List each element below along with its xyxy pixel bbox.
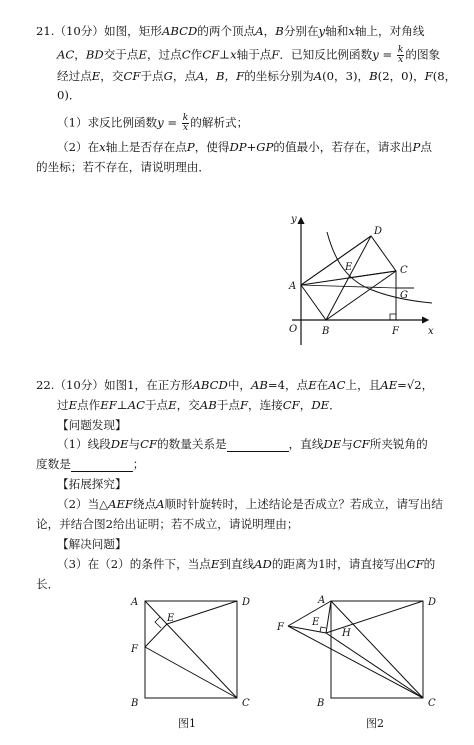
- q22-part-2-line-2: 论，并结合图2给出证明；若不成立，请说明理由；: [36, 517, 299, 531]
- segment-ae: [326, 601, 331, 633]
- fraction-k-over-x: $\frac{k}{x}$: [182, 113, 189, 133]
- label-A: A: [131, 597, 139, 608]
- q22-part-3-line-2: 长．: [36, 577, 60, 591]
- label-y: y: [291, 214, 297, 225]
- q21-number: 21.: [36, 24, 55, 38]
- label-D: D: [242, 597, 251, 608]
- figure-2-caption: 图2: [366, 717, 384, 730]
- label-F: F: [131, 644, 138, 655]
- q22-part-2: （2）当△AEF绕点A顺时针旋转时，上述结论是否成立？若成立，请写出结: [57, 497, 443, 511]
- q21-line-4: 0)．: [57, 88, 81, 102]
- sqrt-two: √2: [406, 378, 422, 392]
- diagonal-ac: [331, 601, 423, 698]
- q21-line-2: AC，BD交于点E，过点C作CF⊥x轴于点F．已知反比例函数y = $\frac{k}{x}$ 的图象: [57, 45, 441, 65]
- fraction-k-over-x: $\frac{k}{x}$: [397, 45, 404, 65]
- label-B: B: [322, 326, 330, 337]
- q22-line-2: 过E点作EF⊥AC于点E，交AB于点F，连接CF，DE．: [57, 398, 341, 412]
- label-E: E: [312, 617, 320, 628]
- q22-heading-3: 【解决问题】: [57, 537, 127, 551]
- label-C: C: [242, 698, 250, 709]
- label-D: D: [428, 597, 437, 608]
- q22-line-1: 22.（10分）如图1，在正方形ABCD中，AB=4，点E在AC上，且AE=√2，: [36, 378, 434, 392]
- label-A: A: [289, 281, 297, 292]
- label-A: A: [318, 595, 326, 606]
- label-x: x: [428, 326, 434, 337]
- q22-number: 22.: [36, 378, 55, 392]
- q22-part-3: （3）在（2）的条件下，当点E到直线AD的距离为1时，请直接写出CF的: [57, 557, 436, 571]
- label-G: G: [400, 290, 408, 301]
- figure-1-caption: 图1: [178, 717, 196, 730]
- label-C: C: [428, 698, 436, 709]
- q21-part-1: （1）求反比例函数y = $\frac{k}{x}$ 的解析式；: [57, 113, 249, 133]
- label-E: E: [345, 262, 353, 273]
- right-angle-mark: [320, 627, 326, 632]
- label-H: H: [342, 628, 351, 639]
- label-E: E: [167, 613, 175, 624]
- label-D: D: [374, 226, 383, 237]
- q22-heading-1: 【问题发现】: [57, 418, 127, 432]
- segment-cf: [288, 626, 423, 698]
- label-O: O: [289, 324, 298, 335]
- segment-de: [326, 601, 423, 633]
- label-B: B: [317, 698, 325, 709]
- q21-line-3: 经过点E，交CF于点G，点A，B，F的坐标分别为A(0，3)，B(2，0)，F(8，: [57, 69, 457, 83]
- segment-ce: [326, 633, 423, 698]
- q22-part-1: （1）线段DE与CF的数量关系是 ，直线DE与CF所夹锐角的: [57, 437, 428, 451]
- label-B: B: [131, 698, 139, 709]
- q22-heading-2: 【拓展探究】: [57, 477, 127, 491]
- label-F: F: [277, 622, 284, 633]
- q21-part-2: （2）在x轴上是否存在点P，使得DP+GP的值最小，若存在，请求出P点: [57, 140, 432, 154]
- q22-part-1-line-2: 度数是 ；: [36, 457, 145, 471]
- label-C: C: [400, 265, 408, 276]
- label-F: F: [392, 326, 399, 337]
- q21-line-1: 21.（10分）如图，矩形ABCD的两个顶点A，B分别在y轴和x轴上，对角线: [36, 24, 425, 38]
- q21-part-2-line-2: 的坐标；若不存在，请说明理由．: [36, 160, 210, 174]
